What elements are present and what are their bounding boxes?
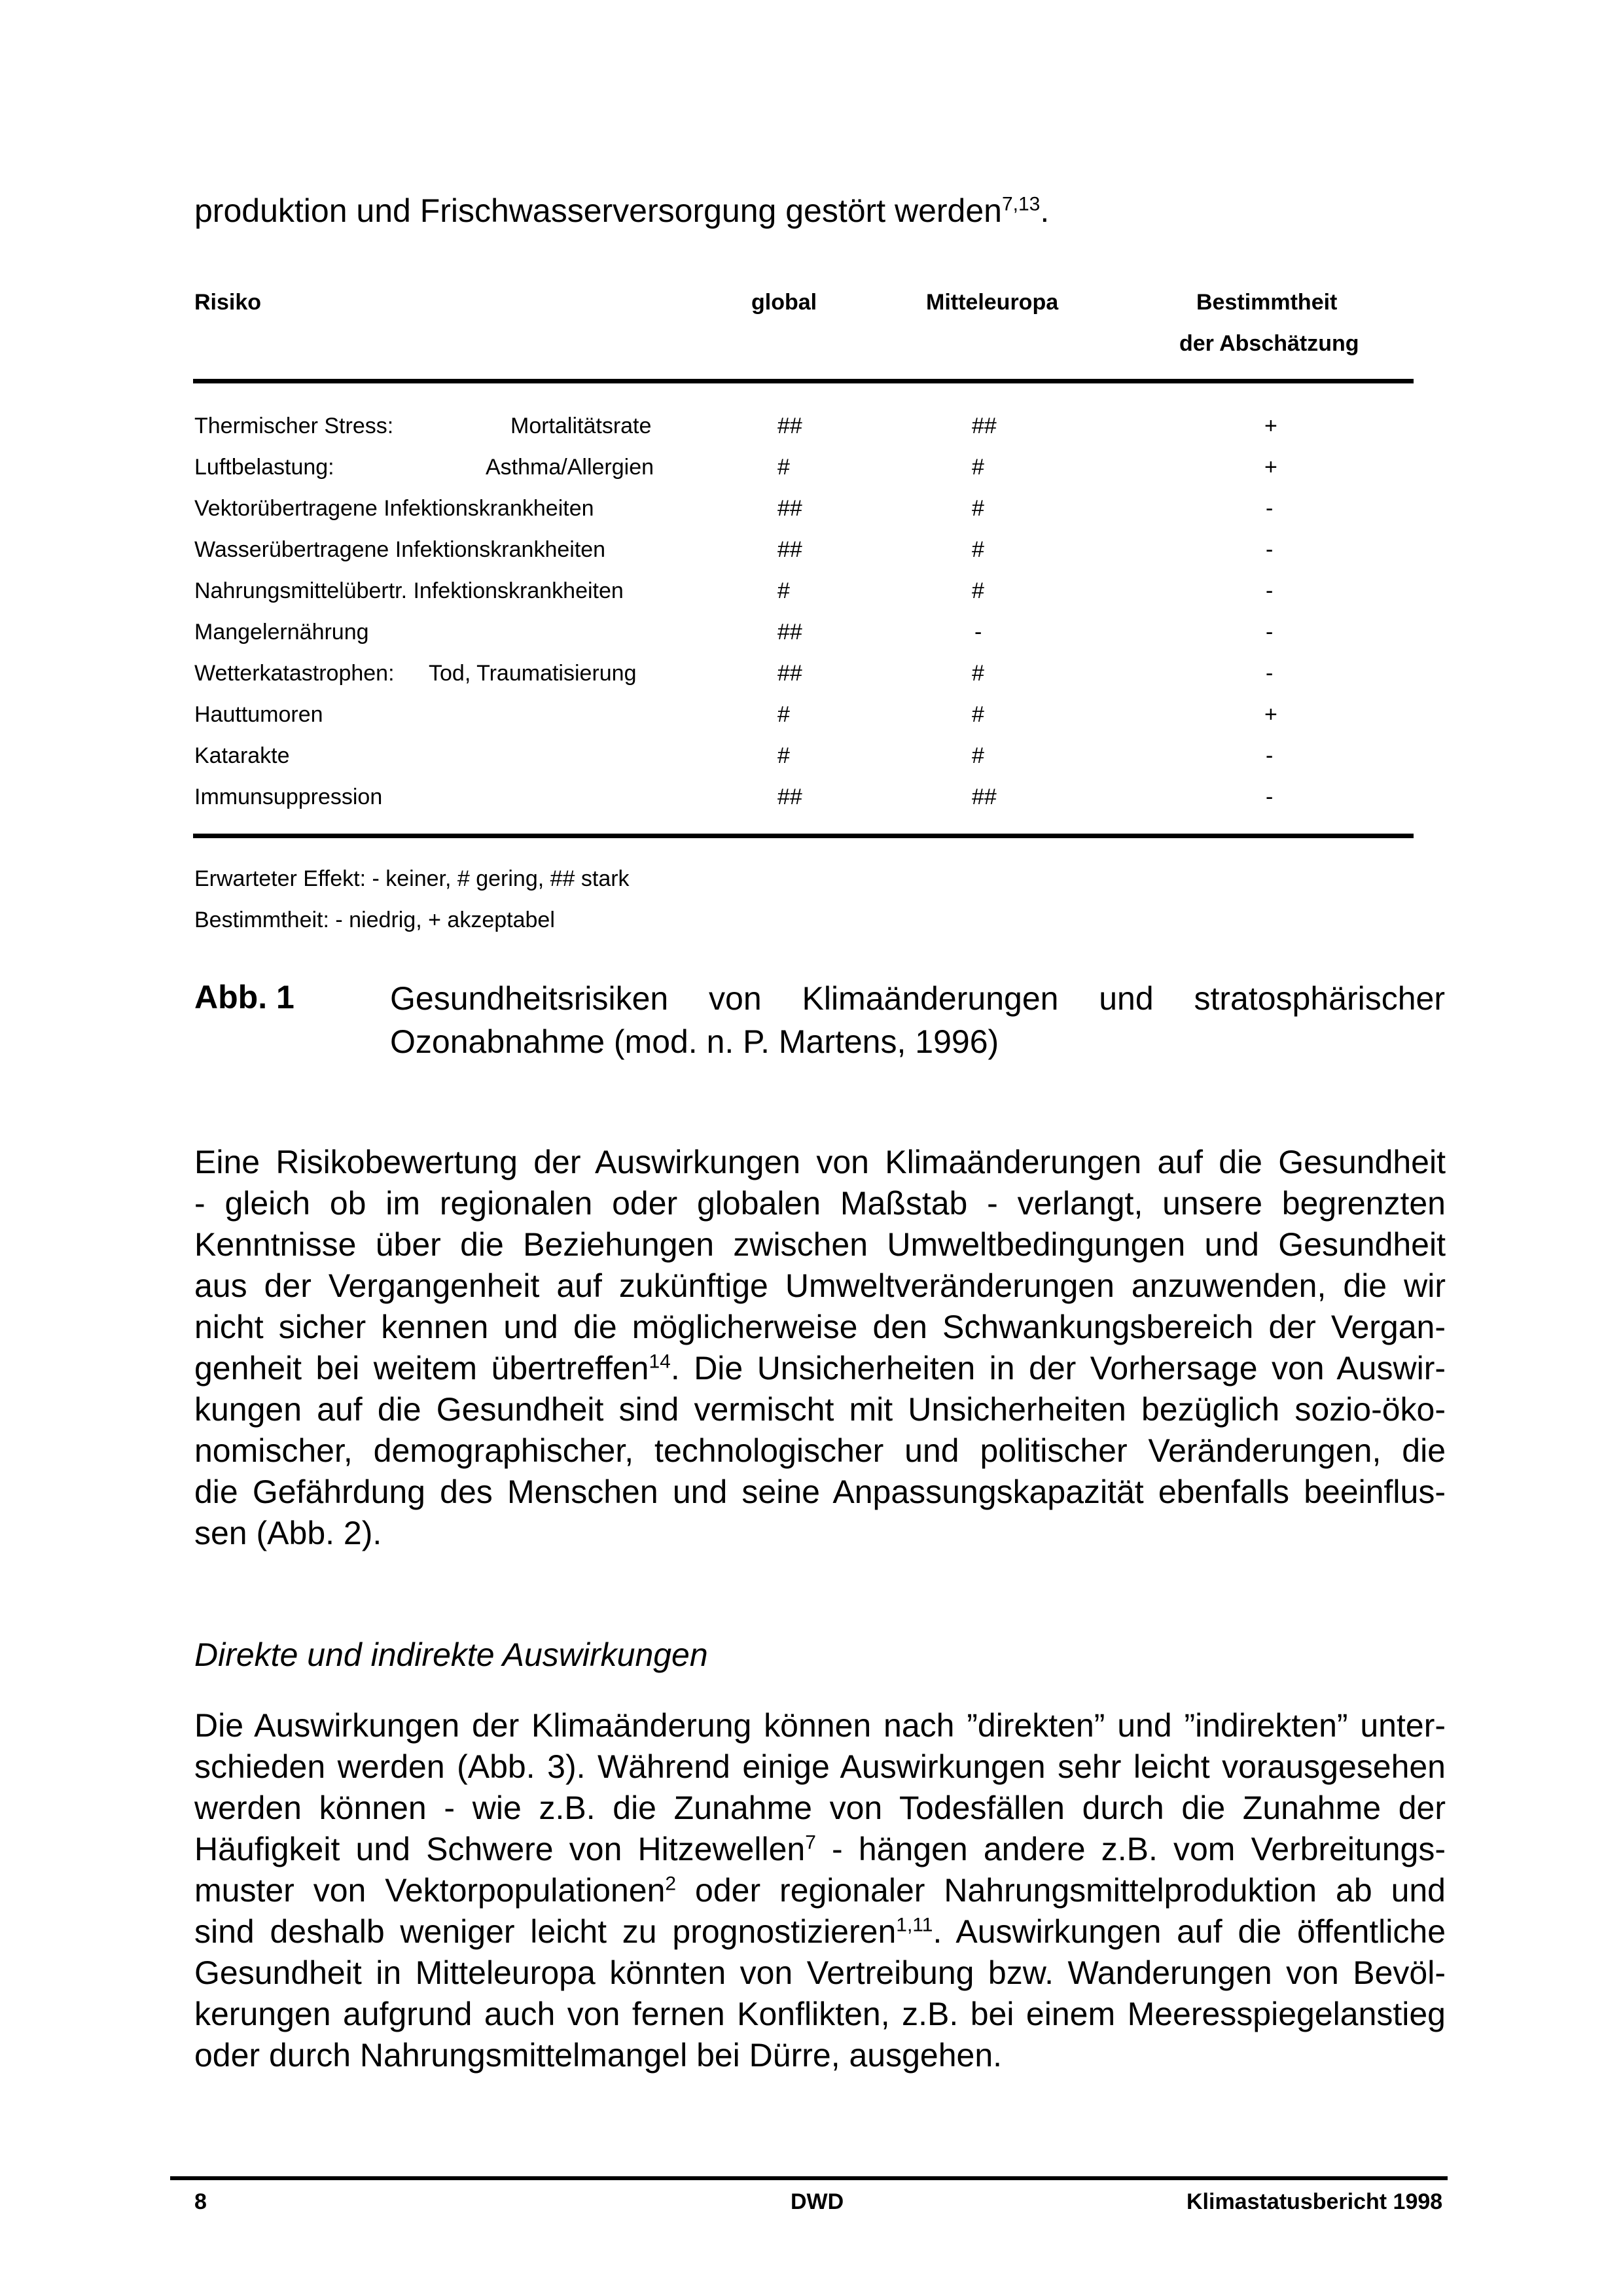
- risk-detail: Mortalitätsrate: [510, 414, 652, 438]
- text-line: genheit bei weitem übertreffen$^{14}$. Die Unsicherheiten in der Vorhersage von Auswir-: [194, 1350, 1446, 1386]
- text-line: Eine Risikobewertung der Auswirkungen von Klimaänderungen auf die Gesundheit: [194, 1144, 1446, 1180]
- text-line: nomischer, demographischer, technologischer und politischer Veränderungen, die: [194, 1432, 1446, 1469]
- global-value: #: [777, 578, 790, 603]
- central-europe-value: #: [972, 743, 984, 768]
- intro-line: produktion und Frischwasserversorgung gestört werden$^{7,13}$.: [194, 192, 1050, 229]
- legend-effect: Erwarteter Effekt: - keiner, # gering, ## stark: [194, 866, 630, 891]
- paragraph-risk-assessment: [194, 1142, 1446, 1554]
- central-europe-value: #: [972, 496, 984, 521]
- footnote-ref: 7: [805, 1831, 816, 1854]
- risk-label: Vektorübertragene Infektionskrankheiten: [194, 496, 594, 521]
- text-line: aus der Vergangenheit auf zukünftige Umweltveränderungen anzuwenden, die wir: [194, 1267, 1446, 1304]
- risk-label: Luftbelastung:: [194, 455, 334, 480]
- certainty-value: +: [1264, 455, 1277, 480]
- certainty-value: -: [1266, 496, 1274, 521]
- text-line: Häufigkeit und Schwere von Hitzewellen$^7$ - hängen andere z.B. vom Verbreitungs-: [194, 1831, 1446, 1867]
- footer-report-title: Klimastatusbericht 1998: [1186, 2189, 1443, 2214]
- central-europe-value: #: [972, 661, 984, 686]
- table-bottom-rule: [193, 834, 1414, 838]
- central-europe-value: -: [974, 620, 982, 645]
- global-value: #: [777, 455, 790, 480]
- figure-caption: Gesundheitsrisiken von Klimaänderungen und stratosphärischer Ozonabnahme (mod. n. P. Martens, 1996): [390, 980, 1445, 1060]
- certainty-value: -: [1266, 785, 1274, 809]
- risk-detail: Asthma/Allergien: [486, 455, 654, 480]
- col-header-central-europe: Mitteleuropa: [926, 290, 1059, 315]
- certainty-value: -: [1266, 661, 1274, 686]
- text-line: kerungen aufgrund auch von fernen Konflikten, z.B. bei einem Meeresspiegelanstieg: [194, 1996, 1446, 2032]
- section-heading: Direkte und indirekte Auswirkungen: [194, 1636, 708, 1673]
- risk-label: Wasserübertragene Infektionskrankheiten: [194, 537, 606, 562]
- global-value: ##: [777, 496, 802, 521]
- global-value: ##: [777, 785, 802, 809]
- col-header-certainty: Bestimmtheit: [1196, 290, 1338, 315]
- text-line: - gleich ob im regionalen oder globalen Maßstab - verlangt, unsere begrenzten: [194, 1185, 1446, 1222]
- certainty-value: -: [1266, 743, 1274, 768]
- certainty-value: -: [1266, 578, 1274, 603]
- text-line: nicht sicher kennen und die möglicherweise den Schwankungsbereich der Vergan-: [194, 1309, 1446, 1345]
- global-value: ##: [777, 661, 802, 686]
- text-line: sen (Abb. 2).: [194, 1515, 382, 1551]
- global-value: #: [777, 702, 790, 727]
- text-line: Kenntnisse über die Beziehungen zwischen Umweltbedingungen und Gesundheit: [194, 1226, 1446, 1263]
- certainty-value: -: [1266, 620, 1274, 645]
- col-header-risk: Risiko: [194, 290, 262, 315]
- central-europe-value: #: [972, 702, 984, 727]
- central-europe-value: ##: [972, 414, 997, 438]
- central-europe-value: ##: [972, 785, 997, 809]
- text-line: Die Auswirkungen der Klimaänderung können nach ”direkten” und ”indirekten” unter-: [194, 1707, 1446, 1744]
- text-line: schieden werden (Abb. 3). Während einige Auswirkungen sehr leicht vorausgesehen: [194, 1748, 1446, 1785]
- footnote-ref: 14: [649, 1351, 671, 1373]
- certainty-value: +: [1264, 702, 1277, 727]
- risk-label: Mangelernährung: [194, 620, 369, 645]
- central-europe-value: #: [972, 455, 984, 480]
- certainty-value: +: [1264, 414, 1277, 438]
- global-value: ##: [777, 537, 802, 562]
- text-line: kungen auf die Gesundheit sind vermischt mit Unsicherheiten bezüglich sozio-öko-: [194, 1391, 1446, 1428]
- risk-label: Immunsuppression: [194, 785, 383, 809]
- central-europe-value: #: [972, 578, 984, 603]
- paragraph-direct-indirect: [194, 1705, 1446, 2076]
- text-line: werden können - wie z.B. die Zunahme von Todesfällen durch die Zunahme der: [194, 1790, 1446, 1826]
- certainty-value: -: [1266, 537, 1274, 562]
- risk-label: Thermischer Stress:: [194, 414, 394, 438]
- risk-label: Wetterkatastrophen:: [194, 661, 395, 686]
- risk-label: Nahrungsmittelübertr. Infektionskrankheiten: [194, 578, 624, 603]
- col-header-certainty-line2: der Abschätzung: [1179, 331, 1359, 356]
- risk-label: Katarakte: [194, 743, 290, 768]
- text-line: Gesundheit in Mitteleuropa könnten von Vertreibung bzw. Wanderungen von Bevöl-: [194, 1954, 1446, 1991]
- legend-certainty: Bestimmtheit: - niedrig, + akzeptabel: [194, 908, 555, 932]
- table-top-rule: [193, 379, 1414, 383]
- footnote-ref: 7,13: [1001, 193, 1041, 215]
- footer-rule: [170, 2176, 1448, 2180]
- risk-detail: Tod, Traumatisierung: [429, 661, 637, 686]
- page-number: 8: [194, 2189, 207, 2214]
- text-line: sind deshalb weniger leicht zu prognostizieren$^{1,11}$. Auswirkungen auf die öffentliche: [194, 1913, 1446, 1950]
- text-line: muster von Vektorpopulationen$^2$ oder regionaler Nahrungsmittelproduktion ab und: [194, 1872, 1446, 1909]
- col-header-global: global: [751, 290, 817, 315]
- text-line: oder durch Nahrungsmittelmangel bei Dürre, ausgehen.: [194, 2037, 1003, 2074]
- text-line: die Gefährdung des Menschen und seine Anpassungskapazität ebenfalls beeinflus-: [194, 1474, 1446, 1510]
- figure-label: Abb. 1: [194, 979, 294, 1016]
- global-value: ##: [777, 620, 802, 645]
- global-value: ##: [777, 414, 802, 438]
- central-europe-value: #: [972, 537, 984, 562]
- footer-publisher: DWD: [791, 2189, 844, 2214]
- footnote-ref: 2: [665, 1873, 677, 1895]
- footnote-ref: 1,11: [896, 1914, 933, 1936]
- risk-label: Hauttumoren: [194, 702, 323, 727]
- global-value: #: [777, 743, 790, 768]
